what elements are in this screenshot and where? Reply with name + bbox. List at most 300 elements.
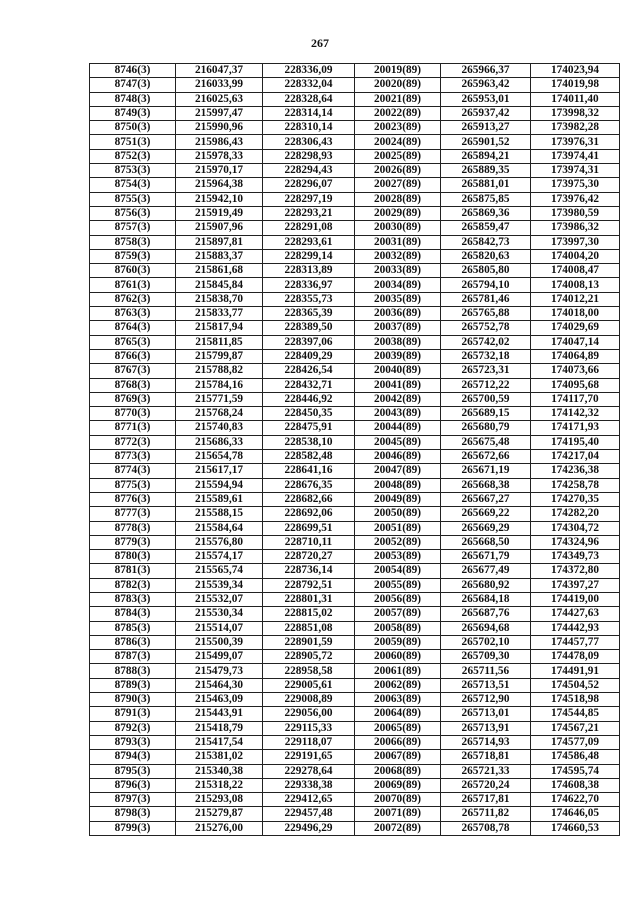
cell-x-a: 215463,09 <box>176 693 263 707</box>
cell-point-id-a: 8769(3) <box>90 392 176 406</box>
cell-y-a: 229056,00 <box>263 707 355 721</box>
cell-x-b: 265687,76 <box>441 607 531 621</box>
cell-point-id-b: 20040(89) <box>355 364 441 378</box>
cell-x-b: 265680,92 <box>441 578 531 592</box>
cell-point-id-a: 8748(3) <box>90 92 176 106</box>
cell-y-a: 228815,02 <box>263 607 355 621</box>
cell-point-id-a: 8792(3) <box>90 721 176 735</box>
cell-point-id-a: 8765(3) <box>90 335 176 349</box>
cell-point-id-b: 20043(89) <box>355 407 441 421</box>
page-number: 267 <box>311 36 329 50</box>
cell-y-b: 174142,32 <box>531 407 620 421</box>
cell-x-b: 265781,46 <box>441 292 531 306</box>
table-row <box>90 621 620 635</box>
cell-x-b: 265765,88 <box>441 307 531 321</box>
cell-x-b: 265718,81 <box>441 750 531 764</box>
cell-point-id-a: 8780(3) <box>90 550 176 564</box>
cell-y-a: 229278,64 <box>263 764 355 778</box>
cell-y-b: 174304,72 <box>531 521 620 535</box>
cell-x-a: 215565,74 <box>176 564 263 578</box>
table-row <box>90 206 620 220</box>
cell-y-a: 228336,09 <box>263 64 355 78</box>
coordinates-table-body <box>90 64 620 836</box>
cell-point-id-b: 20021(89) <box>355 92 441 106</box>
cell-x-b: 265721,33 <box>441 764 531 778</box>
cell-y-b: 174646,05 <box>531 807 620 821</box>
cell-y-a: 228389,50 <box>263 321 355 335</box>
cell-point-id-a: 8776(3) <box>90 492 176 506</box>
cell-x-a: 215919,49 <box>176 206 263 220</box>
cell-point-id-a: 8779(3) <box>90 535 176 549</box>
cell-point-id-a: 8778(3) <box>90 521 176 535</box>
cell-y-a: 228306,43 <box>263 135 355 149</box>
cell-x-b: 265901,52 <box>441 135 531 149</box>
cell-x-a: 215589,61 <box>176 492 263 506</box>
cell-y-b: 174544,85 <box>531 707 620 721</box>
cell-y-b: 174195,40 <box>531 435 620 449</box>
table-row <box>90 635 620 649</box>
cell-x-a: 215576,80 <box>176 535 263 549</box>
table-row <box>90 278 620 292</box>
cell-y-b: 174586,48 <box>531 750 620 764</box>
cell-point-id-a: 8799(3) <box>90 821 176 835</box>
cell-point-id-b: 20071(89) <box>355 807 441 821</box>
cell-x-b: 265963,42 <box>441 78 531 92</box>
cell-y-a: 228682,66 <box>263 492 355 506</box>
cell-y-a: 228432,71 <box>263 378 355 392</box>
cell-x-a: 215897,81 <box>176 235 263 249</box>
cell-x-a: 215279,87 <box>176 807 263 821</box>
table-row <box>90 164 620 178</box>
table-row <box>90 349 620 363</box>
cell-x-a: 215811,85 <box>176 335 263 349</box>
cell-y-a: 228792,51 <box>263 578 355 592</box>
cell-y-a: 228365,39 <box>263 307 355 321</box>
cell-y-a: 228296,07 <box>263 178 355 192</box>
table-row <box>90 735 620 749</box>
cell-x-b: 265732,18 <box>441 349 531 363</box>
cell-x-b: 265702,10 <box>441 635 531 649</box>
cell-y-a: 228710,11 <box>263 535 355 549</box>
cell-y-a: 228409,29 <box>263 349 355 363</box>
cell-point-id-b: 20056(89) <box>355 592 441 606</box>
cell-point-id-b: 20069(89) <box>355 778 441 792</box>
cell-point-id-a: 8760(3) <box>90 264 176 278</box>
cell-point-id-b: 20020(89) <box>355 78 441 92</box>
cell-point-id-a: 8758(3) <box>90 235 176 249</box>
table-row <box>90 121 620 135</box>
cell-y-b: 174008,47 <box>531 264 620 278</box>
cell-point-id-b: 20034(89) <box>355 278 441 292</box>
cell-y-b: 173986,32 <box>531 221 620 235</box>
cell-x-a: 215942,10 <box>176 192 263 206</box>
cell-point-id-b: 20062(89) <box>355 678 441 692</box>
table-row <box>90 550 620 564</box>
cell-y-a: 228293,21 <box>263 206 355 220</box>
cell-point-id-b: 20046(89) <box>355 450 441 464</box>
cell-x-a: 215514,07 <box>176 621 263 635</box>
cell-y-b: 174595,74 <box>531 764 620 778</box>
cell-point-id-a: 8756(3) <box>90 206 176 220</box>
cell-y-b: 174217,04 <box>531 450 620 464</box>
cell-y-b: 174029,69 <box>531 321 620 335</box>
table-row <box>90 721 620 735</box>
cell-x-b: 265794,10 <box>441 278 531 292</box>
cell-x-a: 215594,94 <box>176 478 263 492</box>
cell-point-id-b: 20025(89) <box>355 149 441 163</box>
cell-y-b: 174008,13 <box>531 278 620 292</box>
cell-x-b: 265875,85 <box>441 192 531 206</box>
cell-y-b: 173998,32 <box>531 106 620 120</box>
table-row <box>90 378 620 392</box>
cell-x-b: 265671,19 <box>441 464 531 478</box>
cell-x-a: 215845,84 <box>176 278 263 292</box>
cell-point-id-a: 8768(3) <box>90 378 176 392</box>
cell-point-id-a: 8767(3) <box>90 364 176 378</box>
cell-y-b: 174577,09 <box>531 735 620 749</box>
cell-point-id-b: 20051(89) <box>355 521 441 535</box>
cell-point-id-a: 8754(3) <box>90 178 176 192</box>
cell-x-a: 215838,70 <box>176 292 263 306</box>
cell-point-id-a: 8789(3) <box>90 678 176 692</box>
cell-point-id-b: 20031(89) <box>355 235 441 249</box>
cell-point-id-a: 8755(3) <box>90 192 176 206</box>
cell-x-b: 265889,35 <box>441 164 531 178</box>
table-row <box>90 407 620 421</box>
cell-x-b: 265694,68 <box>441 621 531 635</box>
cell-x-b: 265859,47 <box>441 221 531 235</box>
cell-y-a: 228851,08 <box>263 621 355 635</box>
cell-point-id-a: 8772(3) <box>90 435 176 449</box>
cell-x-a: 215997,47 <box>176 106 263 120</box>
cell-x-b: 265668,50 <box>441 535 531 549</box>
table-row <box>90 592 620 606</box>
cell-y-a: 229005,61 <box>263 678 355 692</box>
table-row <box>90 450 620 464</box>
cell-y-b: 174095,68 <box>531 378 620 392</box>
cell-x-b: 265669,22 <box>441 507 531 521</box>
cell-y-a: 228801,31 <box>263 592 355 606</box>
cell-x-b: 265667,27 <box>441 492 531 506</box>
cell-point-id-a: 8786(3) <box>90 635 176 649</box>
cell-x-a: 215530,34 <box>176 607 263 621</box>
cell-point-id-b: 20023(89) <box>355 121 441 135</box>
cell-y-a: 228582,48 <box>263 450 355 464</box>
cell-x-a: 215740,83 <box>176 421 263 435</box>
cell-x-a: 215381,02 <box>176 750 263 764</box>
cell-x-b: 265684,18 <box>441 592 531 606</box>
cell-x-a: 215418,79 <box>176 721 263 735</box>
cell-point-id-b: 20042(89) <box>355 392 441 406</box>
cell-x-b: 265675,48 <box>441 435 531 449</box>
cell-x-b: 265820,63 <box>441 249 531 263</box>
cell-point-id-a: 8773(3) <box>90 450 176 464</box>
cell-x-a: 215479,73 <box>176 664 263 678</box>
cell-y-b: 174349,73 <box>531 550 620 564</box>
cell-x-a: 215784,16 <box>176 378 263 392</box>
cell-point-id-a: 8791(3) <box>90 707 176 721</box>
cell-x-b: 265869,36 <box>441 206 531 220</box>
cell-x-b: 265723,31 <box>441 364 531 378</box>
cell-point-id-a: 8794(3) <box>90 750 176 764</box>
cell-point-id-b: 20024(89) <box>355 135 441 149</box>
cell-x-a: 215276,00 <box>176 821 263 835</box>
cell-point-id-a: 8782(3) <box>90 578 176 592</box>
cell-x-b: 265937,42 <box>441 106 531 120</box>
cell-x-b: 265711,56 <box>441 664 531 678</box>
cell-y-a: 228692,06 <box>263 507 355 521</box>
cell-point-id-a: 8766(3) <box>90 349 176 363</box>
cell-point-id-a: 8757(3) <box>90 221 176 235</box>
table-row <box>90 521 620 535</box>
cell-x-a: 215861,68 <box>176 264 263 278</box>
cell-x-b: 265700,59 <box>441 392 531 406</box>
cell-x-a: 216047,37 <box>176 64 263 78</box>
table-row <box>90 149 620 163</box>
cell-point-id-b: 20070(89) <box>355 793 441 807</box>
cell-x-a: 215788,82 <box>176 364 263 378</box>
cell-y-b: 174012,21 <box>531 292 620 306</box>
cell-x-a: 215499,07 <box>176 650 263 664</box>
table-row <box>90 235 620 249</box>
cell-point-id-a: 8763(3) <box>90 307 176 321</box>
cell-point-id-b: 20067(89) <box>355 750 441 764</box>
cell-y-a: 228699,51 <box>263 521 355 535</box>
cell-point-id-b: 20060(89) <box>355 650 441 664</box>
cell-x-b: 265712,90 <box>441 693 531 707</box>
table-row <box>90 578 620 592</box>
cell-y-b: 174282,20 <box>531 507 620 521</box>
cell-x-b: 265714,93 <box>441 735 531 749</box>
cell-point-id-b: 20050(89) <box>355 507 441 521</box>
cell-point-id-b: 20064(89) <box>355 707 441 721</box>
cell-point-id-b: 20032(89) <box>355 249 441 263</box>
cell-x-a: 215771,59 <box>176 392 263 406</box>
cell-x-a: 215539,34 <box>176 578 263 592</box>
cell-y-b: 173976,31 <box>531 135 620 149</box>
cell-point-id-b: 20065(89) <box>355 721 441 735</box>
cell-x-a: 215686,33 <box>176 435 263 449</box>
cell-y-a: 228641,16 <box>263 464 355 478</box>
cell-point-id-a: 8751(3) <box>90 135 176 149</box>
cell-point-id-a: 8771(3) <box>90 421 176 435</box>
cell-x-b: 265708,78 <box>441 821 531 835</box>
table-row <box>90 421 620 435</box>
table-row <box>90 821 620 835</box>
cell-y-b: 174171,93 <box>531 421 620 435</box>
table-row <box>90 707 620 721</box>
table-row <box>90 764 620 778</box>
cell-y-b: 174019,98 <box>531 78 620 92</box>
table-row <box>90 793 620 807</box>
cell-y-a: 228475,91 <box>263 421 355 435</box>
cell-y-a: 228397,06 <box>263 335 355 349</box>
cell-x-a: 215768,24 <box>176 407 263 421</box>
table-row <box>90 392 620 406</box>
cell-x-a: 215443,91 <box>176 707 263 721</box>
cell-y-b: 174047,14 <box>531 335 620 349</box>
cell-y-a: 228676,35 <box>263 478 355 492</box>
cell-point-id-b: 20063(89) <box>355 693 441 707</box>
cell-y-a: 228332,04 <box>263 78 355 92</box>
cell-y-b: 173974,41 <box>531 149 620 163</box>
cell-point-id-b: 20049(89) <box>355 492 441 506</box>
cell-y-b: 174518,98 <box>531 693 620 707</box>
cell-y-a: 229191,65 <box>263 750 355 764</box>
cell-y-b: 174457,77 <box>531 635 620 649</box>
table-row <box>90 92 620 106</box>
cell-y-b: 174270,35 <box>531 492 620 506</box>
cell-y-b: 174023,94 <box>531 64 620 78</box>
cell-y-a: 228736,14 <box>263 564 355 578</box>
cell-x-a: 215799,87 <box>176 349 263 363</box>
cell-y-a: 229008,89 <box>263 693 355 707</box>
cell-point-id-b: 20052(89) <box>355 535 441 549</box>
cell-point-id-a: 8781(3) <box>90 564 176 578</box>
cell-x-b: 265680,79 <box>441 421 531 435</box>
cell-point-id-a: 8790(3) <box>90 693 176 707</box>
cell-point-id-b: 20041(89) <box>355 378 441 392</box>
cell-point-id-a: 8762(3) <box>90 292 176 306</box>
cell-point-id-b: 20039(89) <box>355 349 441 363</box>
cell-x-a: 215964,38 <box>176 178 263 192</box>
cell-point-id-b: 20035(89) <box>355 292 441 306</box>
cell-y-a: 228720,27 <box>263 550 355 564</box>
table-row <box>90 78 620 92</box>
cell-x-b: 265668,38 <box>441 478 531 492</box>
cell-y-b: 174660,53 <box>531 821 620 835</box>
cell-y-a: 228450,35 <box>263 407 355 421</box>
cell-x-a: 216025,63 <box>176 92 263 106</box>
cell-point-id-b: 20022(89) <box>355 106 441 120</box>
cell-y-b: 174236,38 <box>531 464 620 478</box>
cell-point-id-a: 8787(3) <box>90 650 176 664</box>
cell-y-b: 173976,42 <box>531 192 620 206</box>
cell-point-id-a: 8761(3) <box>90 278 176 292</box>
cell-point-id-b: 20068(89) <box>355 764 441 778</box>
cell-y-a: 228355,73 <box>263 292 355 306</box>
table-row <box>90 678 620 692</box>
cell-point-id-b: 20027(89) <box>355 178 441 192</box>
table-row <box>90 221 620 235</box>
cell-y-a: 228336,97 <box>263 278 355 292</box>
cell-y-a: 229338,38 <box>263 778 355 792</box>
cell-y-b: 174372,80 <box>531 564 620 578</box>
table-row <box>90 807 620 821</box>
table-row <box>90 464 620 478</box>
cell-point-id-a: 8749(3) <box>90 106 176 120</box>
cell-y-a: 228446,92 <box>263 392 355 406</box>
cell-x-b: 265966,37 <box>441 64 531 78</box>
cell-x-b: 265953,01 <box>441 92 531 106</box>
cell-point-id-a: 8788(3) <box>90 664 176 678</box>
cell-point-id-a: 8752(3) <box>90 149 176 163</box>
cell-y-b: 174258,78 <box>531 478 620 492</box>
cell-y-b: 174442,93 <box>531 621 620 635</box>
cell-x-a: 215500,39 <box>176 635 263 649</box>
cell-x-b: 265713,01 <box>441 707 531 721</box>
cell-point-id-a: 8753(3) <box>90 164 176 178</box>
table-row <box>90 478 620 492</box>
cell-x-b: 265842,73 <box>441 235 531 249</box>
cell-point-id-a: 8777(3) <box>90 507 176 521</box>
table-row <box>90 292 620 306</box>
cell-x-a: 215883,37 <box>176 249 263 263</box>
cell-point-id-a: 8784(3) <box>90 607 176 621</box>
cell-point-id-a: 8796(3) <box>90 778 176 792</box>
cell-point-id-b: 20059(89) <box>355 635 441 649</box>
cell-point-id-b: 20053(89) <box>355 550 441 564</box>
cell-point-id-a: 8774(3) <box>90 464 176 478</box>
cell-point-id-b: 20055(89) <box>355 578 441 592</box>
cell-y-a: 228310,14 <box>263 121 355 135</box>
cell-x-b: 265712,22 <box>441 378 531 392</box>
cell-point-id-a: 8783(3) <box>90 592 176 606</box>
cell-point-id-b: 20033(89) <box>355 264 441 278</box>
cell-x-a: 215464,30 <box>176 678 263 692</box>
cell-x-b: 265717,81 <box>441 793 531 807</box>
cell-y-b: 174397,27 <box>531 578 620 592</box>
cell-point-id-b: 20038(89) <box>355 335 441 349</box>
cell-y-a: 228426,54 <box>263 364 355 378</box>
cell-y-a: 228299,14 <box>263 249 355 263</box>
cell-point-id-a: 8785(3) <box>90 621 176 635</box>
cell-y-a: 228298,93 <box>263 149 355 163</box>
table-row <box>90 507 620 521</box>
table-row <box>90 249 620 263</box>
cell-point-id-a: 8746(3) <box>90 64 176 78</box>
table-row <box>90 435 620 449</box>
cell-y-a: 229412,65 <box>263 793 355 807</box>
cell-y-a: 228297,19 <box>263 192 355 206</box>
table-row <box>90 778 620 792</box>
cell-y-a: 228905,72 <box>263 650 355 664</box>
cell-x-b: 265742,02 <box>441 335 531 349</box>
cell-point-id-b: 20054(89) <box>355 564 441 578</box>
cell-point-id-a: 8793(3) <box>90 735 176 749</box>
cell-x-b: 265805,80 <box>441 264 531 278</box>
cell-y-b: 174478,09 <box>531 650 620 664</box>
cell-y-a: 228294,43 <box>263 164 355 178</box>
cell-y-a: 228958,58 <box>263 664 355 678</box>
cell-x-a: 215970,17 <box>176 164 263 178</box>
cell-point-id-a: 8750(3) <box>90 121 176 135</box>
table-row <box>90 607 620 621</box>
cell-y-b: 174011,40 <box>531 92 620 106</box>
cell-point-id-b: 20036(89) <box>355 307 441 321</box>
table-row <box>90 264 620 278</box>
cell-point-id-a: 8764(3) <box>90 321 176 335</box>
table-row <box>90 178 620 192</box>
cell-y-b: 173975,30 <box>531 178 620 192</box>
cell-x-b: 265671,79 <box>441 550 531 564</box>
cell-x-b: 265752,78 <box>441 321 531 335</box>
cell-point-id-b: 20044(89) <box>355 421 441 435</box>
cell-point-id-b: 20066(89) <box>355 735 441 749</box>
cell-y-a: 228291,08 <box>263 221 355 235</box>
cell-point-id-b: 20019(89) <box>355 64 441 78</box>
table-row <box>90 135 620 149</box>
cell-x-b: 265677,49 <box>441 564 531 578</box>
cell-y-b: 174117,70 <box>531 392 620 406</box>
cell-point-id-a: 8795(3) <box>90 764 176 778</box>
cell-x-b: 265720,24 <box>441 778 531 792</box>
cell-y-a: 228293,61 <box>263 235 355 249</box>
cell-point-id-a: 8747(3) <box>90 78 176 92</box>
cell-x-b: 265711,82 <box>441 807 531 821</box>
coordinates-table <box>89 63 620 836</box>
cell-x-a: 215532,07 <box>176 592 263 606</box>
